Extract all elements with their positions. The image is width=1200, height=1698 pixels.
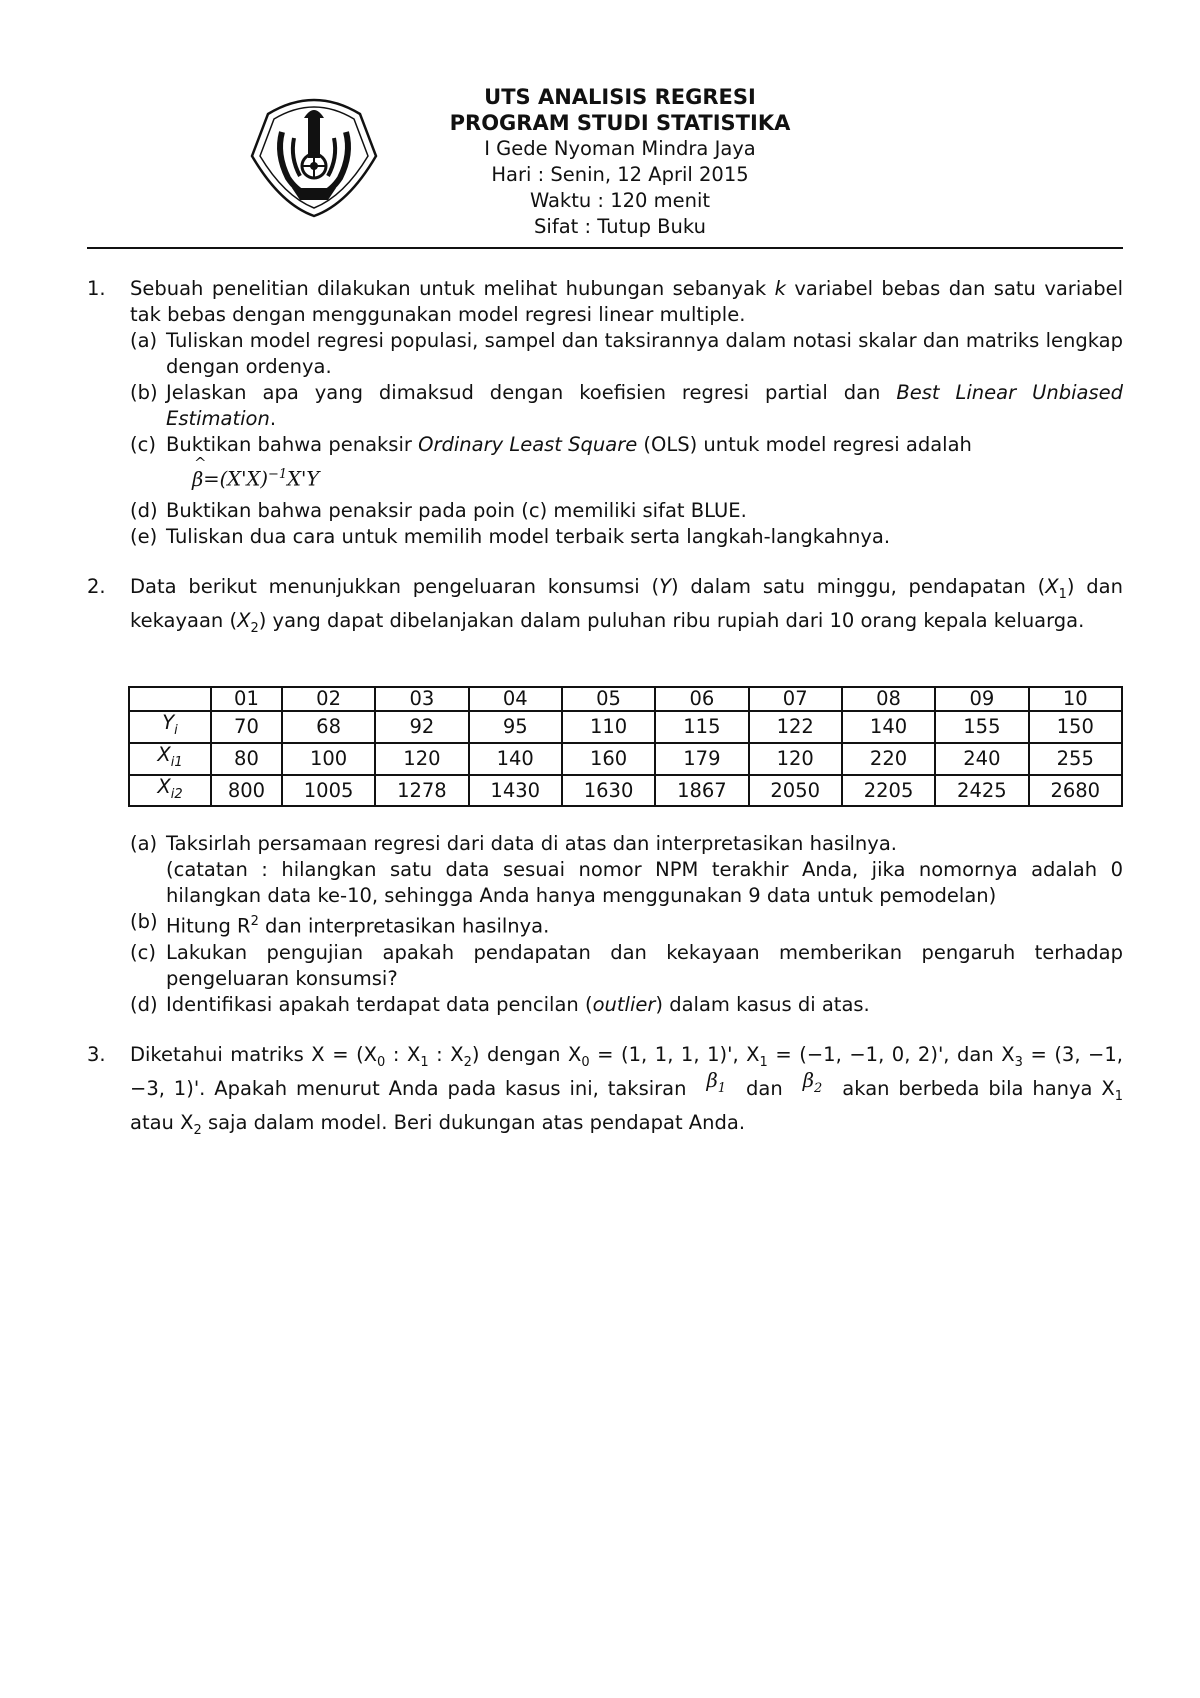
table-cell: 240 [935,743,1028,775]
lecturer-name: I Gede Nyoman Mindra Jaya [484,137,756,160]
question-2-b: (b) Hitung $R^2$ dan interpretasikan hasilnya. [130,910,550,938]
table-cell: 122 [749,711,842,743]
question-2-a-note: (catatan : hilangkan satu data sesuai nomor NPM terakhir Anda, jika nomornya adalah 0 hilangkan data ke-10, sehingga Anda hanya menggunakan 9 data untuk pemodelan) [166,858,1123,908]
question-1-c: (c) Buktikan bahwa penaksir Ordinary Least Square (OLS) untuk model regresi adalah [130,433,972,456]
row-label: $X_{i2}$ [129,775,211,807]
column-header: 01 [211,687,282,711]
table-header-row [129,687,1122,711]
column-header: 03 [375,687,468,711]
column-header: 10 [1029,687,1122,711]
table-cell: 1430 [469,775,562,807]
question-1 [87,276,1123,550]
column-header: 02 [282,687,375,711]
table-cell: 120 [749,743,842,775]
table-cell: 150 [1029,711,1122,743]
table-cell: 1278 [375,775,468,807]
table-cell: 120 [375,743,468,775]
table-cell: 100 [282,743,375,775]
question-2-parts [87,831,1123,1018]
table-cell: 92 [375,711,468,743]
table-row [129,711,1122,743]
column-header: 08 [842,687,935,711]
consumption-data-table [128,686,1123,808]
table-cell: 179 [655,743,748,775]
question-3 [87,1042,1123,1144]
university-seal-icon [248,92,380,218]
table-cell: 255 [1029,743,1122,775]
table-cell: 155 [935,711,1028,743]
question-1-e: (e) Tuliskan dua cara untuk memilih model terbaik serta langkah-langkahnya. [130,525,891,548]
header-divider [87,247,1123,249]
table-cell: 115 [655,711,748,743]
row-label: $Y_i$ [129,711,211,743]
question-2-d: (d) Identifikasi apakah terdapat data pencilan (outlier) dalam kasus di atas. [130,992,870,1016]
table-cell: 68 [282,711,375,743]
table-cell: 1630 [562,775,655,807]
table-cell: 70 [211,711,282,743]
beta-1-symbol: $\beta_1$ [706,1068,727,1096]
table-cell: 110 [562,711,655,743]
table-corner-cell [129,687,211,711]
exam-title: UTS ANALISIS REGRESI [484,85,756,109]
question-number: 3. [87,1042,106,1066]
question-number: 2. [87,575,106,598]
exam-header [370,84,870,240]
column-header: 05 [562,687,655,711]
question-2 [87,574,1123,642]
table-cell: 140 [469,743,562,775]
table-cell: 160 [562,743,655,775]
question-2-c: (c) Lakukan pengujian apakah pendapatan dan kekayaan memberikan pengaruh terhadap pengeluaran konsumsi? [130,940,1123,990]
table-cell: 1867 [655,775,748,807]
question-3-text: Diketahui matriks $X = (X_0$ : $X_1$ : $X_2$) dengan $X_0 = (1$, 1, 1, 1)', $X_1 = (-1$, −1, 0, 2)', dan $X_3 = (3$, −1, −3, 1)'. Apakah menurut Anda pada kasus ini, taksiran $\beta_1$ dan $\beta_2$ akan berbeda bila hanya $X_1$ atau $X_2$ saja dalam model. Beri dukungan atas pendapat Anda. [130,1042,1124,1138]
table-row [129,743,1122,775]
column-header: 07 [749,687,842,711]
question-1-a: (a) Tuliskan model regresi populasi, sampel dan taksirannya dalam notasi skalar dan matriks lengkap dengan ordenya. [130,329,1123,378]
question-1-d: (d) Buktikan bahwa penaksir pada poin (c) memiliki sifat BLUE. [130,499,747,522]
question-1-intro: Sebuah penelitian dilakukan untuk melihat hubungan sebanyak k variabel bebas dan satu variabel tak bebas dengan menggunakan model regresi linear multiple. [130,277,1123,326]
beta-2-symbol: $\beta_2$ [802,1068,823,1096]
table-cell: 140 [842,711,935,743]
ols-formula: ^ $\beta=(X'X)^{-1}X'Y$ [130,458,1123,498]
column-header: 04 [469,687,562,711]
exam-day: Hari : Senin, 12 April 2015 [491,163,749,186]
row-label: $X_{i1}$ [129,743,211,775]
table-cell: 80 [211,743,282,775]
question-2-a: (a) Taksirlah persamaan regresi dari data di atas dan interpretasikan hasilnya. (catatan : hilangkan satu data sesuai nomor NPM terakhir Anda, jika nomornya adalah 0 hilangkan data ke-10, sehingga Anda hanya menggunakan 9 data untuk pemodelan) [130,832,1123,908]
table-cell: 95 [469,711,562,743]
table-cell: 220 [842,743,935,775]
table-cell: 2050 [749,775,842,807]
exam-nature: Sifat : Tutup Buku [534,215,706,238]
column-header: 09 [935,687,1028,711]
table-cell: 2680 [1029,775,1122,807]
question-2-intro: Data berikut menunjukkan pengeluaran konsumsi (Y) dalam satu minggu, pendapatan $(X_1)$ dan kekayaan $(X_2)$ yang dapat dibelanjakan dalam puluhan ribu rupiah dari 10 orang kepala keluarga. [130,575,1123,636]
table-row [129,775,1122,807]
column-header: 06 [655,687,748,711]
exam-duration: Waktu : 120 menit [529,189,711,212]
question-number: 1. [87,277,106,300]
table-cell: 2425 [935,775,1028,807]
table-cell: 1005 [282,775,375,807]
table-cell: 800 [211,775,282,807]
exam-questions [87,276,1123,1144]
program-name: PROGRAM STUDI STATISTIKA [449,111,791,135]
table-cell: 2205 [842,775,935,807]
question-1-b: (b) Jelaskan apa yang dimaksud dengan koefisien regresi partial dan Best Linear Unbiased Estimation. [130,381,1123,430]
